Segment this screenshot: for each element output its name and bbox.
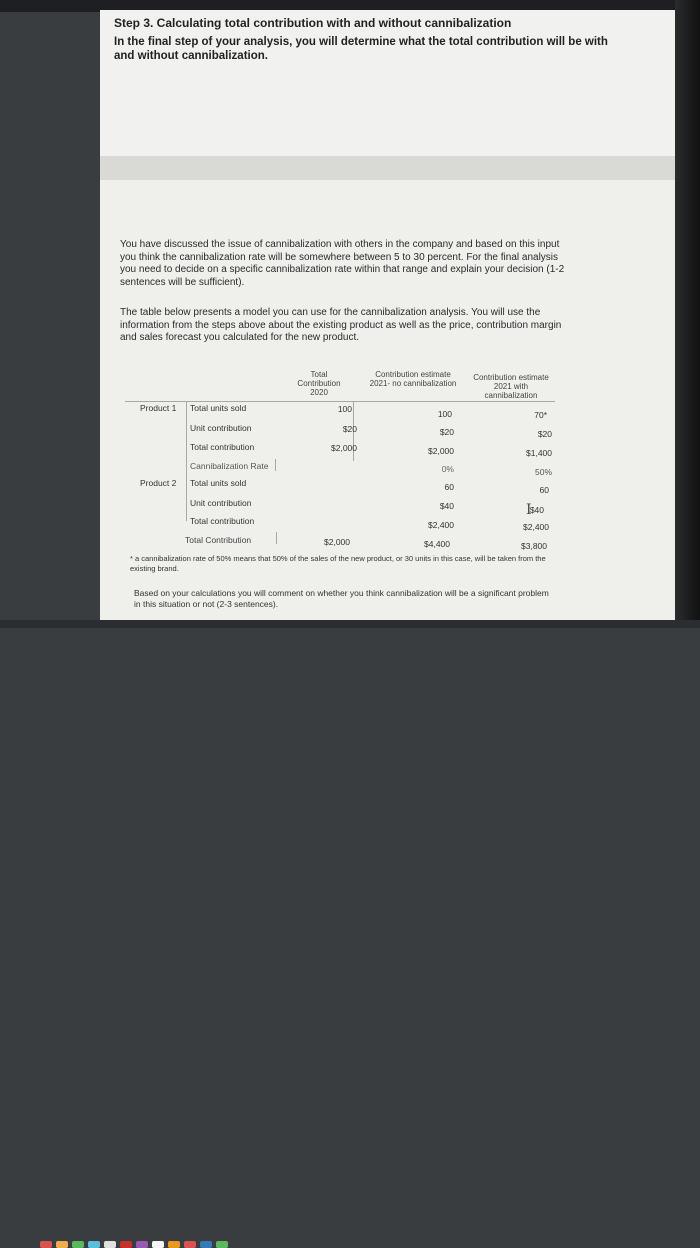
rate-input-edge [275, 459, 276, 471]
product-2-label: Product 2 [140, 478, 177, 488]
row-label-rule [186, 401, 187, 521]
dock-app-icon[interactable] [216, 1241, 228, 1248]
table-intro: The table below presents a model you can use for the cannibalization analysis. You will use the information from the steps above about the existing product as well as the price, contribution margin and sales forecast you calculated for the new product. [120, 307, 562, 343]
p2-units-label: Total units sold [190, 478, 247, 488]
text-cursor-icon: I [526, 502, 532, 518]
p2-units-no-cannibal: 60 [444, 482, 454, 492]
product-1-label: Product 1 [140, 403, 177, 413]
dock-app-icon[interactable] [152, 1241, 164, 1248]
dock-app-icon[interactable] [168, 1241, 180, 1248]
rate-with-cannibal: 50% [534, 467, 552, 477]
dock-app-icon[interactable] [56, 1241, 68, 1248]
assignment-panel [100, 180, 675, 620]
taskbar [0, 620, 700, 628]
cannibalization-instructions: You have discussed the issue of cannibalization with others in the company and based on this input you think the cannibalization rate will be somewhere between 5 to 30 percent. For the final analysis you need to decide on a specific cannibalization rate within that range and explain your decision (1-2 sentences will be sufficient). [120, 239, 565, 288]
step-title: Step 3. Calculating total contribution with and without cannibalization [114, 16, 512, 30]
grand-total-no-cannibal: $4,400 [424, 539, 450, 549]
header-no-cannibalization: Contribution estimate 2021- no cannibalization [369, 370, 457, 388]
comment-instructions: Based on your calculations you will comment on whether you think cannibalization will be a significant problem in this situation or not (2-3 sentences). [134, 588, 549, 609]
p1-units-2020: 100 [337, 404, 352, 414]
p1-unit-contribution-with-cannibal: $20 [537, 429, 552, 439]
dock-app-icon[interactable] [184, 1241, 196, 1248]
p1-unit-contribution-no-cannibal: $20 [439, 427, 454, 437]
monitor-edge [675, 0, 700, 628]
step-description: In the final step of your analysis, you will determine what the total contribution will be with and without cannibalization. [114, 36, 608, 62]
panel-divider [100, 156, 675, 180]
p1-units-label: Total units sold [190, 403, 247, 413]
p2-total-contribution-no-cannibal: $2,400 [428, 520, 454, 530]
dock-app-icon[interactable] [40, 1241, 52, 1248]
dock-app-icon[interactable] [104, 1241, 116, 1248]
p1-units-no-cannibal: 100 [437, 409, 452, 419]
p2-total-contribution-with-cannibal: $2,400 [523, 522, 549, 532]
rate-no-cannibal: 0% [441, 464, 454, 474]
total-cell-edge [276, 532, 277, 544]
dock-app-icon[interactable] [136, 1241, 148, 1248]
grand-total-2020: $2,000 [324, 537, 350, 547]
p2-total-contribution-label: Total contribution [190, 516, 255, 526]
grand-total-with-cannibal: $3,800 [521, 541, 547, 551]
grand-total-label: Total Contribution [185, 535, 252, 545]
p1-total-contribution-no-cannibal: $2,000 [428, 446, 454, 456]
header-total-contribution-2020: Total Contribution 2020 [297, 370, 341, 397]
dock-app-icon[interactable] [72, 1241, 84, 1248]
dock-app-icon[interactable] [88, 1241, 100, 1248]
p2-unit-contribution-no-cannibal: $40 [439, 501, 454, 511]
p1-total-contribution-with-cannibal: $1,400 [526, 448, 552, 458]
p1-total-contribution-2020: $2,000 [331, 443, 357, 453]
p1-total-contribution-label: Total contribution [190, 442, 255, 452]
cannibalization-rate-label: Cannibalization Rate [190, 461, 269, 471]
p2-unit-contribution-label: Unit contribution [190, 498, 252, 508]
p1-units-with-cannibal: 70* [534, 410, 547, 420]
p1-unit-contribution-2020: $20 [342, 424, 357, 434]
step-panel [100, 10, 675, 156]
p2-unit-contribution-with-cannibal: $40 [529, 505, 544, 515]
p2-units-with-cannibal: 60 [539, 485, 549, 495]
cannibalization-footnote: * a cannibalization rate of 50% means that 50% of the sales of the new product, or 30 units in this case, will be taken from the existing brand. [130, 554, 546, 573]
header-with-cannibalization: Contribution estimate 2021 with cannibalization [473, 373, 549, 400]
header-rule [125, 401, 555, 402]
dock-app-icon[interactable] [200, 1241, 212, 1248]
dock-app-icon[interactable] [120, 1241, 132, 1248]
p1-unit-contribution-label: Unit contribution [190, 423, 252, 433]
